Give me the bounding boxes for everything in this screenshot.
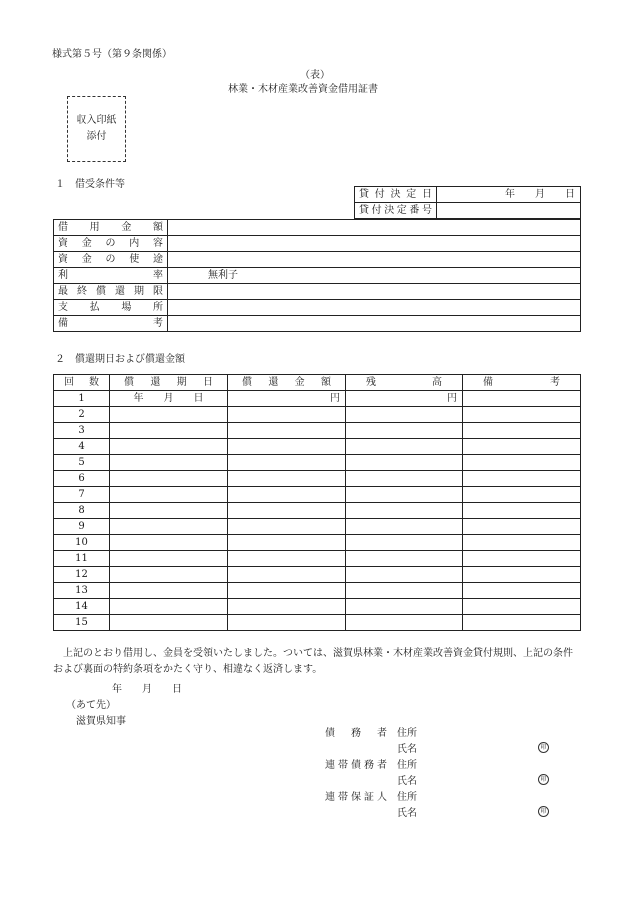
repayment-count: 11 xyxy=(54,551,110,567)
repayment-header-row xyxy=(54,375,581,391)
repayment-row xyxy=(54,487,581,503)
repayment-date[interactable] xyxy=(110,439,228,455)
condition-value[interactable] xyxy=(168,236,581,252)
repayment-balance[interactable] xyxy=(346,487,463,503)
repayment-count: 5 xyxy=(54,455,110,471)
repayment-remarks[interactable] xyxy=(463,535,581,551)
repayment-amount[interactable] xyxy=(228,439,346,455)
repayment-remarks[interactable] xyxy=(463,455,581,471)
repayment-balance[interactable] xyxy=(346,615,463,631)
seal-mark-icon: 印 xyxy=(538,806,549,817)
repayment-amount[interactable] xyxy=(228,615,346,631)
repayment-amount[interactable] xyxy=(228,551,346,567)
repayment-count: 7 xyxy=(54,487,110,503)
repayment-amount[interactable] xyxy=(228,535,346,551)
repayment-remarks[interactable] xyxy=(463,391,581,407)
repayment-body xyxy=(54,391,581,631)
repayment-count: 9 xyxy=(54,519,110,535)
repayment-count: 12 xyxy=(54,567,110,583)
decision-date-row xyxy=(355,187,581,203)
repayment-date[interactable] xyxy=(110,407,228,423)
repayment-amount[interactable]: 円 xyxy=(228,391,346,407)
repayment-amount[interactable] xyxy=(228,583,346,599)
repayment-count: 6 xyxy=(54,471,110,487)
repayment-balance[interactable] xyxy=(346,407,463,423)
party-address-label: 住所 xyxy=(397,792,417,803)
revenue-stamp-box xyxy=(67,96,126,162)
repayment-count: 13 xyxy=(54,583,110,599)
addressee-label: （あて先） xyxy=(66,700,116,711)
condition-value[interactable] xyxy=(168,284,581,300)
repayment-remarks[interactable] xyxy=(463,439,581,455)
party-role: 連帯保証人 xyxy=(325,792,387,803)
header-count: 回数 xyxy=(54,375,110,391)
repayment-balance[interactable] xyxy=(346,519,463,535)
repayment-balance[interactable] xyxy=(346,455,463,471)
repayment-remarks[interactable] xyxy=(463,487,581,503)
condition-label: 資金の使途 xyxy=(54,252,168,268)
repayment-amount[interactable] xyxy=(228,487,346,503)
signing-date[interactable]: 年 月 日 xyxy=(112,684,182,695)
repayment-date[interactable] xyxy=(110,519,228,535)
condition-label: 備考 xyxy=(54,316,168,332)
repayment-date[interactable] xyxy=(110,471,228,487)
stamp-line2: 添付 xyxy=(86,131,107,142)
condition-value[interactable] xyxy=(168,316,581,332)
repayment-remarks[interactable] xyxy=(463,551,581,567)
repayment-row xyxy=(54,455,581,471)
condition-label: 支払場所 xyxy=(54,300,168,316)
party-role: 連帯債務者 xyxy=(325,760,387,771)
repayment-row xyxy=(54,551,581,567)
repayment-date[interactable] xyxy=(110,615,228,631)
repayment-date[interactable] xyxy=(110,599,228,615)
repayment-balance[interactable]: 円 xyxy=(346,391,463,407)
repayment-date[interactable]: 年 月 日 xyxy=(110,391,228,407)
condition-value[interactable] xyxy=(168,220,581,236)
condition-label: 借用金額 xyxy=(54,220,168,236)
side-label: （表） xyxy=(300,70,330,81)
form-number: 様式第５号（第９条関係） xyxy=(52,49,172,60)
repayment-date[interactable] xyxy=(110,423,228,439)
party-address-label: 住所 xyxy=(397,760,417,771)
repayment-count: 1 xyxy=(54,391,110,407)
section1-title: １ 借受条件等 xyxy=(55,179,125,190)
condition-row xyxy=(54,252,581,268)
header-remarks: 備考 xyxy=(463,375,581,391)
repayment-amount[interactable] xyxy=(228,407,346,423)
repayment-table xyxy=(53,374,581,631)
repayment-count: 2 xyxy=(54,407,110,423)
repayment-remarks[interactable] xyxy=(463,407,581,423)
condition-label: 利率 xyxy=(54,268,168,284)
stamp-line1: 収入印紙 xyxy=(76,115,117,126)
decision-number-row xyxy=(355,203,581,219)
header-date: 償還期日 xyxy=(110,375,228,391)
condition-value[interactable] xyxy=(168,300,581,316)
document-title: 林業・木材産業改善資金借用証書 xyxy=(228,84,378,95)
repayment-amount[interactable] xyxy=(228,455,346,471)
repayment-balance[interactable] xyxy=(346,535,463,551)
repayment-remarks[interactable] xyxy=(463,471,581,487)
repayment-balance[interactable] xyxy=(346,439,463,455)
header-amount: 償還金額 xyxy=(228,375,346,391)
condition-row xyxy=(54,236,581,252)
repayment-date[interactable] xyxy=(110,583,228,599)
repayment-amount[interactable] xyxy=(228,423,346,439)
repayment-row xyxy=(54,471,581,487)
repayment-amount[interactable] xyxy=(228,567,346,583)
repayment-balance[interactable] xyxy=(346,423,463,439)
repayment-row xyxy=(54,519,581,535)
condition-row xyxy=(54,220,581,236)
seal-mark-icon: 印 xyxy=(538,742,549,753)
condition-value[interactable] xyxy=(168,252,581,268)
repayment-date[interactable] xyxy=(110,551,228,567)
repayment-count: 14 xyxy=(54,599,110,615)
repayment-amount[interactable] xyxy=(228,471,346,487)
repayment-row xyxy=(54,407,581,423)
condition-row xyxy=(54,316,581,332)
repayment-amount[interactable] xyxy=(228,599,346,615)
repayment-row xyxy=(54,583,581,599)
repayment-count: 10 xyxy=(54,535,110,551)
repayment-row xyxy=(54,423,581,439)
condition-label: 資金の内容 xyxy=(54,236,168,252)
repayment-row xyxy=(54,615,581,631)
repayment-remarks[interactable] xyxy=(463,599,581,615)
repayment-row xyxy=(54,535,581,551)
repayment-balance[interactable] xyxy=(346,599,463,615)
repayment-balance[interactable] xyxy=(346,551,463,567)
repayment-count: 8 xyxy=(54,503,110,519)
repayment-date[interactable] xyxy=(110,455,228,471)
condition-row xyxy=(54,300,581,316)
repayment-balance[interactable] xyxy=(346,583,463,599)
declaration-text: 上記のとおり借用し、金員を受領いたしました。ついては、滋賀県林業・木材産業改善資金貸付規則、上記の条件および裏面の特約条項をかたく守り、相違なく返済します。 xyxy=(53,648,573,675)
repayment-balance[interactable] xyxy=(346,503,463,519)
repayment-row xyxy=(54,503,581,519)
condition-row xyxy=(54,284,581,300)
repayment-count: 3 xyxy=(54,423,110,439)
repayment-amount[interactable] xyxy=(228,519,346,535)
decision-date-label: 貸付決定日 xyxy=(355,187,437,203)
seal-mark-icon: 印 xyxy=(538,774,549,785)
repayment-balance[interactable] xyxy=(346,471,463,487)
repayment-remarks[interactable] xyxy=(463,503,581,519)
decision-number-label: 貸付決定番号 xyxy=(355,203,437,219)
conditions-body xyxy=(54,220,581,332)
party-role: 債務者 xyxy=(325,728,387,739)
loan-conditions-table xyxy=(53,219,581,332)
repayment-remarks[interactable] xyxy=(463,423,581,439)
repayment-row xyxy=(54,567,581,583)
party-name-label: 氏名 xyxy=(397,744,417,755)
repayment-count: 15 xyxy=(54,615,110,631)
condition-label: 最終償還期限 xyxy=(54,284,168,300)
repayment-row xyxy=(54,599,581,615)
addressee-name: 滋賀県知事 xyxy=(76,716,126,727)
decision-date-value[interactable]: 年 月 日 xyxy=(437,187,581,203)
repayment-balance[interactable] xyxy=(346,567,463,583)
repayment-date[interactable] xyxy=(110,487,228,503)
decision-number-value[interactable] xyxy=(437,203,581,219)
repayment-row xyxy=(54,439,581,455)
repayment-date[interactable] xyxy=(110,535,228,551)
repayment-amount[interactable] xyxy=(228,503,346,519)
repayment-count: 4 xyxy=(54,439,110,455)
loan-decision-table xyxy=(354,186,581,219)
section2-title: ２ 償還期日および償還金額 xyxy=(55,354,185,365)
party-address-label: 住所 xyxy=(397,728,417,739)
party-name-label: 氏名 xyxy=(397,808,417,819)
party-name-label: 氏名 xyxy=(397,776,417,787)
header-balance: 残高 xyxy=(346,375,463,391)
repayment-date[interactable] xyxy=(110,503,228,519)
repayment-remarks[interactable] xyxy=(463,519,581,535)
repayment-remarks[interactable] xyxy=(463,567,581,583)
repayment-row xyxy=(54,391,581,407)
condition-row xyxy=(54,268,581,284)
condition-value[interactable]: 無利子 xyxy=(168,268,581,284)
repayment-remarks[interactable] xyxy=(463,583,581,599)
repayment-date[interactable] xyxy=(110,567,228,583)
repayment-remarks[interactable] xyxy=(463,615,581,631)
